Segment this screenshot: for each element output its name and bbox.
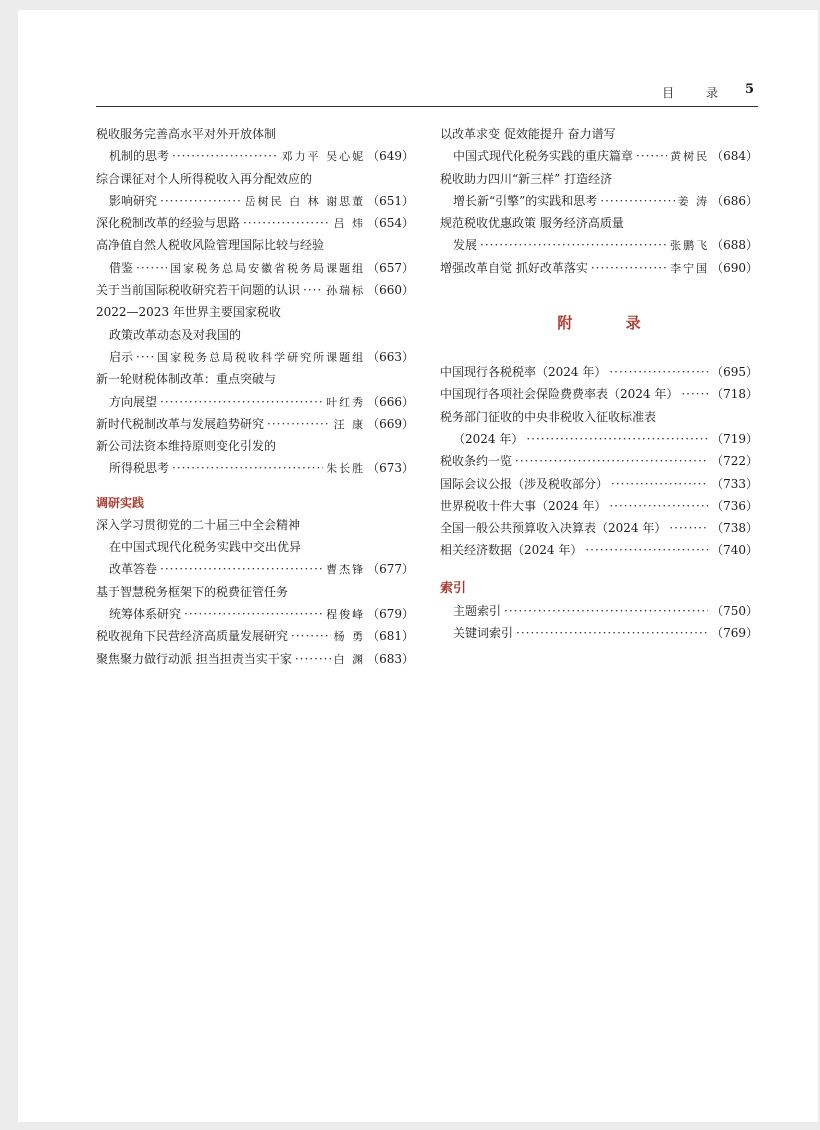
toc-entry-author: 汪 康	[333, 417, 366, 431]
toc-entry-page: （663）	[367, 349, 414, 364]
toc-entry-title: 机制的思考	[109, 149, 170, 164]
toc-entry-title: 启示	[109, 349, 134, 364]
toc-entry-title: 全国一般公共预算收入决算表（2024 年）	[440, 521, 667, 536]
toc-entry-title: 深入学习贯彻党的二十届三中全会精神	[96, 517, 301, 532]
dot-leader	[609, 361, 708, 383]
toc-entry-page: （657）	[367, 260, 414, 275]
dot-leader	[160, 391, 323, 413]
toc-entry[interactable]	[440, 234, 758, 256]
toc-entry-title: 世界税收十件大事（2024 年）	[440, 498, 607, 513]
toc-entry-page: （686）	[711, 193, 758, 208]
dot-leader	[172, 457, 323, 479]
toc-entry-title: 中国现行各税税率（2024 年）	[440, 365, 607, 380]
toc-entry-title: （2024 年）	[453, 431, 524, 446]
toc-entry-author: 李宁国	[670, 261, 710, 275]
toc-entry[interactable]	[440, 257, 758, 279]
toc-entry-title: 关键词索引	[453, 626, 514, 641]
toc-entry-page: （733）	[711, 476, 758, 491]
dot-leader	[669, 517, 708, 539]
toc-entry-author: 程俊峰	[326, 607, 366, 621]
dot-leader	[611, 473, 708, 495]
toc-entry[interactable]	[440, 473, 758, 495]
toc-entry[interactable]	[440, 495, 758, 517]
toc-entry[interactable]	[440, 450, 758, 472]
toc-entry[interactable]	[96, 435, 414, 457]
toc-list-research	[96, 514, 414, 670]
appendix-heading: 附 录	[557, 314, 665, 333]
toc-entry-author: 黄树民	[670, 150, 710, 164]
toc-entry-page: （688）	[711, 238, 758, 253]
toc-entry-author: 白 渊	[333, 652, 366, 666]
toc-entry[interactable]	[440, 190, 758, 212]
toc-entry-title: 深化税制改革的经验与思路	[96, 216, 241, 231]
dot-leader	[136, 257, 167, 279]
toc-entry[interactable]	[440, 123, 758, 145]
dot-leader	[295, 648, 331, 670]
toc-entry[interactable]	[440, 539, 758, 561]
toc-entry[interactable]	[440, 145, 758, 167]
toc-entry-page: （690）	[711, 260, 758, 275]
toc-entry[interactable]	[440, 406, 758, 428]
toc-entry-title: 所得税思考	[109, 461, 170, 476]
toc-entry-title: 影响研究	[109, 193, 158, 208]
toc-entry[interactable]	[96, 324, 414, 346]
toc-entry[interactable]	[96, 212, 414, 234]
toc-entry[interactable]	[96, 558, 414, 580]
toc-entry-author: 姜 涛	[677, 194, 710, 208]
toc-entry[interactable]	[96, 603, 414, 625]
dot-leader	[600, 190, 674, 212]
toc-entry-title: 新公司法资本维持原则变化引发的	[96, 439, 277, 454]
toc-entry-title: 借鉴	[109, 260, 134, 275]
toc-entry-page: （666）	[367, 394, 414, 409]
toc-entry-author: 张鹏飞	[670, 239, 710, 253]
dot-leader	[291, 625, 331, 647]
toc-entry[interactable]	[96, 536, 414, 558]
toc-entry-page: （673）	[367, 461, 414, 476]
toc-entry-page: （679）	[367, 606, 414, 621]
toc-entry[interactable]	[440, 600, 758, 622]
dot-leader	[526, 428, 708, 450]
toc-entry-title: 税务部门征收的中央非税收入征收标准表	[440, 409, 657, 424]
dot-leader	[480, 234, 667, 256]
toc-entry[interactable]	[96, 257, 414, 279]
toc-entry[interactable]	[440, 383, 758, 405]
toc-entry-title: 改革答卷	[109, 562, 158, 577]
toc-entry-page: （718）	[711, 387, 758, 402]
toc-entry-title: 中国式现代化税务实践的重庆篇章	[453, 149, 634, 164]
toc-right-column	[440, 123, 758, 644]
toc-entry-author: 叶红秀	[326, 395, 366, 409]
toc-entry[interactable]	[96, 123, 414, 145]
toc-entry-author: 邓力平 吴心妮	[281, 150, 366, 164]
toc-entry-title: 高净值自然人税收风险管理国际比较与经验	[96, 238, 325, 253]
toc-entry-title: 新时代税制改革与发展趋势研究	[96, 416, 265, 431]
toc-entry-title: 税收条约一览	[440, 454, 513, 469]
toc-entry-page: （722）	[711, 454, 758, 469]
toc-entry-page: （681）	[367, 629, 414, 644]
toc-entry-title: 在中国式现代化税务实践中交出优异	[109, 540, 302, 555]
toc-entry-title: 发展	[453, 238, 478, 253]
toc-entry-page: （719）	[711, 431, 758, 446]
toc-entry-page: （677）	[367, 562, 414, 577]
dot-leader	[136, 346, 154, 368]
dot-leader	[585, 539, 708, 561]
toc-entry[interactable]	[440, 517, 758, 539]
dot-leader	[160, 558, 323, 580]
toc-entry-title: 统筹体系研究	[109, 606, 182, 621]
toc-entry-author: 国家税务总局安徽省税务局课题组	[170, 261, 366, 275]
toc-entry[interactable]	[96, 457, 414, 479]
dot-leader	[609, 495, 708, 517]
toc-entry-page: （769）	[711, 626, 758, 641]
toc-entry[interactable]	[96, 301, 414, 323]
dot-leader	[184, 603, 323, 625]
section-heading-research: 调研实践	[96, 495, 145, 510]
toc-entry-title: 税收视角下民营经济高质量发展研究	[96, 629, 289, 644]
toc-entry[interactable]	[440, 622, 758, 644]
toc-entry-title: 规范税收优惠政策 服务经济高质量	[440, 216, 624, 231]
dot-leader	[516, 622, 708, 644]
toc-entry[interactable]	[440, 168, 758, 190]
toc-entry-title: 中国现行各项社会保险费费率表（2024 年）	[440, 387, 679, 402]
toc-entry-title: 税收服务完善高水平对外开放体制	[96, 127, 277, 141]
toc-entry-page: （654）	[367, 216, 414, 231]
dot-leader	[636, 145, 667, 167]
dot-leader	[303, 279, 323, 301]
toc-entry-title: 增强改革自觉 抓好改革落实	[440, 260, 588, 275]
toc-entry-page: （669）	[367, 416, 414, 431]
toc-entry[interactable]	[96, 368, 414, 390]
toc-entry[interactable]	[96, 413, 414, 435]
toc-entry[interactable]	[96, 279, 414, 301]
toc-list-right	[440, 123, 758, 279]
toc-entry-title: 以改革求变 促效能提升 奋力谱写	[440, 127, 616, 141]
toc-entry[interactable]	[96, 625, 414, 647]
toc-entry-title: 基于智慧税务框架下的税费征管任务	[96, 584, 289, 599]
toc-entry-page: （649）	[367, 149, 414, 164]
toc-entry-title: 主题索引	[453, 603, 502, 618]
dot-leader	[515, 450, 708, 472]
toc-entry-page: （738）	[711, 521, 758, 536]
toc-entry-title: 方向展望	[109, 394, 158, 409]
toc-entry-page: （684）	[711, 149, 758, 164]
toc-list-index	[440, 600, 758, 645]
toc-entry-page: （736）	[711, 498, 758, 513]
toc-entry-title: 政策改革动态及对我国的	[109, 327, 242, 342]
toc-entry-author: 孙瑞标	[326, 284, 366, 298]
dot-leader	[504, 600, 708, 622]
dot-leader	[591, 257, 667, 279]
toc-entry-title: 综合课征对个人所得税收入再分配效应的	[96, 171, 313, 186]
toc-entry[interactable]	[96, 514, 414, 536]
toc-entry-author: 杨 勇	[333, 630, 366, 644]
toc-entry-page: （740）	[711, 543, 758, 558]
dot-leader	[160, 190, 242, 212]
toc-entry-page: （750）	[711, 603, 758, 618]
toc-entry-author: 吕 炜	[333, 217, 366, 231]
running-header	[96, 82, 758, 107]
toc-entry-page: （683）	[367, 651, 414, 666]
toc-entry-title: 关于当前国际税收研究若干问题的认识	[96, 283, 301, 298]
toc-entry[interactable]	[440, 361, 758, 383]
toc-entry-author: 朱长胜	[326, 462, 366, 476]
toc-entry[interactable]	[96, 581, 414, 603]
toc-entry[interactable]	[96, 346, 414, 368]
toc-entry-title: 增长新“引擎”的实践和思考	[453, 193, 598, 208]
index-heading: 索引	[440, 580, 467, 596]
toc-entry-title: 2022—2023 年世界主要国家税收	[96, 305, 281, 320]
toc-entry-page: （660）	[367, 283, 414, 298]
toc-entry-title: 国际会议公报（涉及税收部分）	[440, 476, 609, 491]
header-page-number: 5	[744, 82, 754, 97]
toc-left-column	[96, 123, 414, 670]
header-title: 目 录	[662, 86, 732, 100]
toc-entry[interactable]	[440, 428, 758, 450]
toc-entry-author: 岳树民 白 林 谢思董	[244, 194, 366, 208]
toc-entry[interactable]	[96, 168, 414, 190]
toc-entry[interactable]	[96, 391, 414, 413]
dot-leader	[681, 383, 708, 405]
toc-entry[interactable]	[440, 212, 758, 234]
toc-entry-title: 新一轮财税体制改革：重点突破与	[96, 372, 277, 387]
toc-entry[interactable]	[96, 190, 414, 212]
dot-leader	[243, 212, 331, 234]
toc-entry-author: 曹杰锋	[326, 563, 366, 577]
toc-list-left	[96, 123, 414, 480]
toc-entry-title: 聚焦聚力做行动派 担当担责当实干家	[96, 651, 292, 666]
toc-entry-page: （651）	[367, 193, 414, 208]
toc-entry-title: 相关经济数据（2024 年）	[440, 543, 583, 558]
toc-entry-author: 国家税务总局税收科学研究所课题组	[157, 350, 366, 364]
toc-entry-page: （695）	[711, 365, 758, 380]
dot-leader	[172, 145, 279, 167]
toc-list-appendix	[440, 361, 758, 562]
document-page	[18, 10, 818, 1122]
toc-entry-title: 税收助力四川“新三样” 打造经济	[440, 171, 613, 186]
toc-entry[interactable]	[96, 648, 414, 670]
toc-entry[interactable]	[96, 145, 414, 167]
dot-leader	[267, 413, 331, 435]
toc-entry[interactable]	[96, 234, 414, 256]
